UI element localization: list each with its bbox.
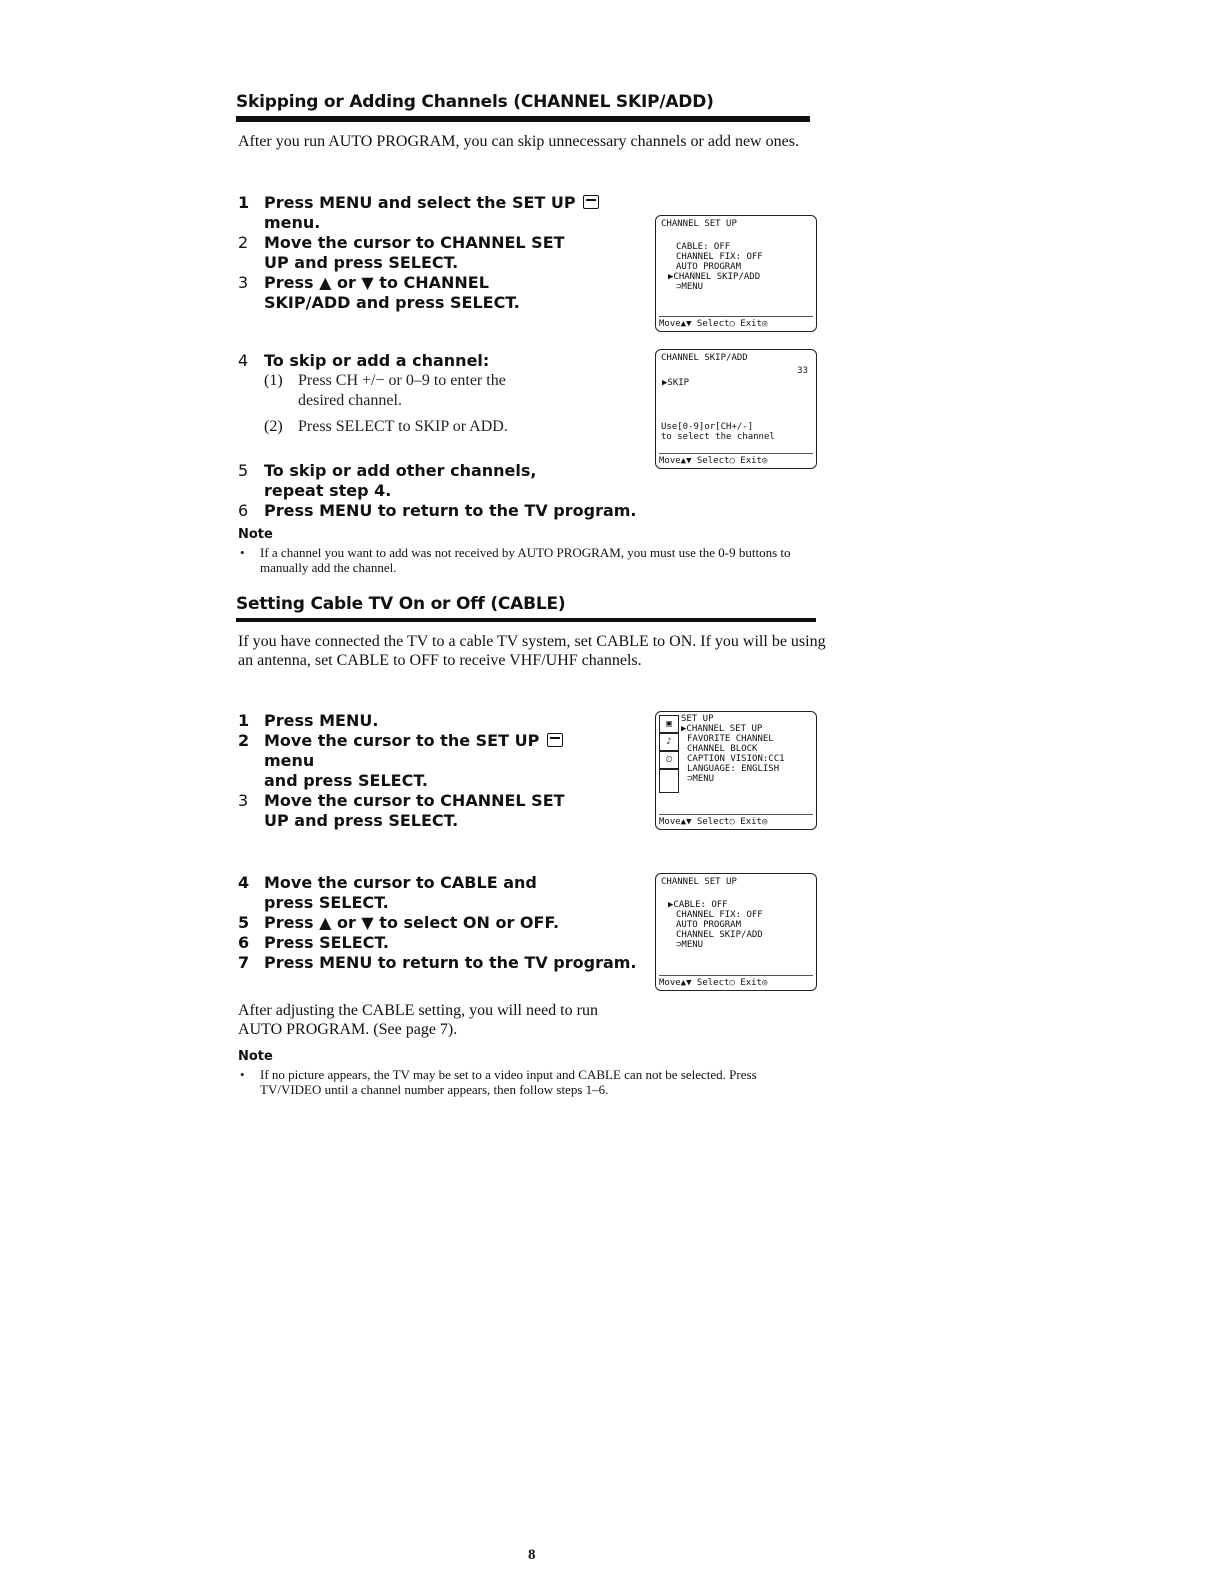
osd-line: AUTO PROGRAM — [676, 262, 742, 272]
osd-title: CHANNEL SET UP — [661, 877, 737, 887]
section1-intro: After you run AUTO PROGRAM, you can skip unnecessary channels or add new ones. — [238, 133, 799, 150]
step-text: Move the cursor to CABLE and press SELECT. — [264, 873, 537, 912]
osd-line: ▶CABLE: OFF — [668, 900, 728, 910]
osd-title: CHANNEL SET UP — [661, 219, 737, 229]
section2-after-text: After adjusting the CABLE setting, you will need to run AUTO PROGRAM. (See page 7). — [238, 1002, 598, 1038]
section2-note-title: Note — [238, 1049, 273, 1064]
substep-2 — [264, 417, 638, 437]
note-text: If a channel you want to add was not received by AUTO PROGRAM, you must use the 0-9 buttons to manually add the channel. — [260, 545, 791, 575]
step-text: To skip or add other channels, repeat step 4. — [264, 461, 537, 500]
section1-steps-c — [238, 461, 638, 521]
osd-line: CHANNEL SKIP/ADD — [676, 930, 763, 940]
step-number: 1 — [238, 193, 250, 212]
osd-line: ⊃MENU — [687, 774, 715, 784]
osd-line: CAPTION VISION:CC1 — [687, 754, 785, 764]
step-6 — [238, 501, 638, 521]
osd-line: FAVORITE CHANNEL — [687, 734, 774, 744]
step-text: Move the cursor to the SET UP menu and press SELECT. — [264, 731, 618, 791]
video-icon: ▣ — [659, 715, 679, 733]
osd-line: CHANNEL FIX: OFF — [676, 252, 763, 262]
section2-intro: If you have connected the TV to a cable TV system, set CABLE to ON. If you will be using an antenna, set CABLE to OFF to receive VHF/UHF channels. — [238, 633, 826, 669]
substep-number: (2) — [264, 418, 283, 435]
step-4 — [238, 873, 638, 913]
osd-channel-number: 33 — [797, 366, 808, 376]
osd-line: ▶CHANNEL SET UP — [681, 724, 763, 734]
step-number: 5 — [238, 461, 249, 480]
step-7 — [238, 953, 638, 973]
osd-footer: Move▲▼ Select○ Exit◎ — [659, 316, 813, 329]
section2-rule — [236, 618, 816, 622]
step-number: 2 — [238, 233, 249, 252]
section2-heading: Setting Cable TV On or Off (CABLE) — [236, 594, 566, 614]
section2-note — [238, 1067, 798, 1097]
osd-skip-add-screen — [655, 349, 817, 469]
step-number: 7 — [238, 953, 250, 972]
setup-icon — [659, 769, 679, 793]
osd-line: ⊃MENU — [676, 282, 704, 292]
osd-line: ⊃MENU — [676, 940, 704, 950]
osd-help-line: to select the channel — [661, 432, 775, 442]
step-number: 3 — [238, 791, 249, 810]
section2-steps-b — [238, 873, 638, 973]
step-2 — [238, 233, 658, 273]
section1-note — [238, 545, 798, 575]
osd-title: CHANNEL SKIP/ADD — [661, 353, 748, 363]
step-text: Move the cursor to CHANNEL SET UP and press SELECT. — [264, 233, 565, 272]
step-text: Press MENU and select the SET UP menu. — [264, 193, 658, 233]
osd-line: ▶CHANNEL SKIP/ADD — [668, 272, 761, 282]
step-1 — [238, 711, 618, 731]
section2-steps-a — [238, 711, 618, 831]
section1-note-title: Note — [238, 527, 273, 542]
step-number: 4 — [238, 351, 249, 370]
step-text: Press SELECT. — [264, 933, 389, 952]
step-3 — [238, 273, 658, 313]
osd-title: SET UP — [681, 714, 714, 724]
step-1 — [238, 193, 658, 233]
osd-footer: Move▲▼ Select○ Exit◎ — [659, 975, 813, 988]
osd-line: AUTO PROGRAM — [676, 920, 742, 930]
step-text: Press MENU to return to the TV program. — [264, 501, 637, 520]
osd-line: CHANNEL FIX: OFF — [676, 910, 763, 920]
section1-heading: Skipping or Adding Channels (CHANNEL SKIP/ADD) — [236, 92, 714, 112]
osd-line: CABLE: OFF — [676, 242, 731, 252]
step-6 — [238, 933, 638, 953]
step-5 — [238, 913, 638, 933]
step-text: Press MENU. — [264, 711, 379, 730]
substep-text: Press SELECT to SKIP or ADD. — [298, 418, 508, 435]
osd-line: CHANNEL BLOCK — [687, 744, 758, 754]
section1-steps-b — [238, 351, 638, 437]
step-number: 3 — [238, 273, 249, 292]
osd-skip-label: ▶SKIP — [662, 378, 690, 388]
osd-help-line: Use[0-9]or[CH+/-] — [661, 422, 754, 432]
setup-icon — [547, 733, 563, 747]
step-text: Press ▲ or ▼ to select ON or OFF. — [264, 913, 560, 932]
osd-line: LANGUAGE: ENGLISH — [687, 764, 780, 774]
step-text: Press ▲ or ▼ to CHANNEL SKIP/ADD and press SELECT. — [264, 273, 520, 312]
step-number: 1 — [238, 711, 250, 730]
step-number: 6 — [238, 933, 250, 952]
substep-1 — [264, 371, 638, 411]
substep-text: Press CH +/− or 0–9 to enter the desired channel. — [298, 372, 506, 409]
step-number: 2 — [238, 731, 250, 750]
osd-channel-setup-screen — [655, 215, 817, 332]
step-number: 4 — [238, 873, 250, 892]
page-number: 8 — [528, 1547, 536, 1563]
timer-icon: ⏲ — [659, 751, 679, 769]
step-number: 5 — [238, 913, 250, 932]
step-text: Press MENU to return to the TV program. — [264, 953, 637, 972]
note-text: If no picture appears, the TV may be set to a video input and CABLE can not be selected. Press TV/VIDEO until a channel number appears, then follow steps 1–6. — [260, 1067, 757, 1097]
step-text: Move the cursor to CHANNEL SET UP and press SELECT. — [264, 791, 565, 830]
osd-setup-menu-screen — [655, 711, 817, 830]
setup-icon — [583, 195, 599, 209]
audio-icon: ♪ — [659, 733, 679, 751]
osd-footer: Move▲▼ Select○ Exit◎ — [659, 814, 813, 827]
section1-rule — [236, 116, 810, 122]
substep-number: (1) — [264, 372, 283, 389]
osd-cable-screen — [655, 873, 817, 991]
step-2 — [238, 731, 618, 791]
osd-footer: Move▲▼ Select○ Exit◎ — [659, 453, 813, 466]
step-number: 6 — [238, 501, 249, 520]
step-5 — [238, 461, 638, 501]
bullet-icon: • — [240, 545, 245, 560]
step-text: To skip or add a channel: — [264, 351, 490, 370]
step-3 — [238, 791, 618, 831]
section1-steps-a — [238, 193, 658, 313]
bullet-icon: • — [240, 1067, 245, 1082]
step-4 — [238, 351, 638, 371]
